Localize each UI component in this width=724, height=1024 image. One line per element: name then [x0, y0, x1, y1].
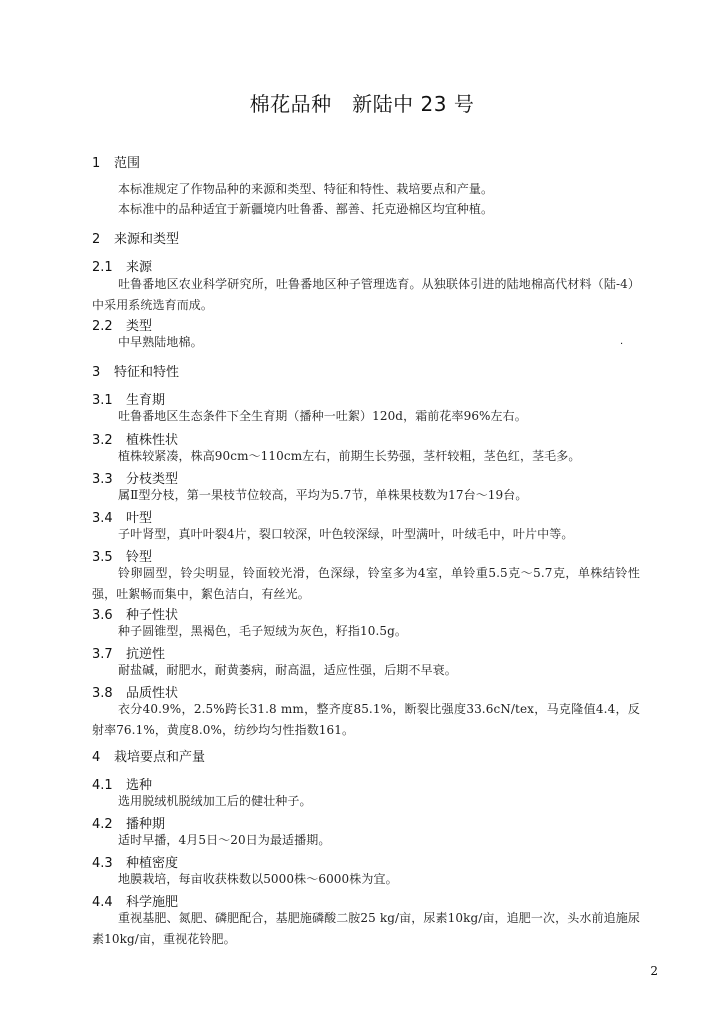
section-title: 范围: [114, 156, 141, 171]
paragraph: 种子圆锥型，黑褐色，毛子短绒为灰色，籽指10.5g。: [118, 624, 408, 638]
paragraph: 吐鲁番地区农业科学研究所，吐鲁番地区种子管理选育。从独联体引进的陆地棉高代材料（陆-4）中采用系统选育而成。: [92, 277, 640, 312]
section-heading-1: [92, 152, 140, 171]
subsection-number: 3.2: [92, 433, 113, 448]
subsection-number: 3.1: [92, 393, 113, 408]
paragraph: 适时早播，4月5日～20日为最适播期。: [118, 833, 331, 847]
subsection-heading-2-1: [92, 256, 152, 275]
section-title: 栽培要点和产量: [114, 750, 206, 765]
paragraph: 衣分40.9%，2.5%跨长31.8 mm，整齐度85.1%，断裂比强度33.6cN/tex，马克隆值4.4，反射率76.1%，黄度8.0%，纺纱均匀性指数161。: [92, 702, 640, 737]
page-number: 2: [650, 964, 658, 978]
subsection-number: 3.5: [92, 550, 113, 565]
section-number: 1: [92, 156, 101, 171]
subsection-number: 4.2: [92, 817, 113, 832]
subsection-number: 3.7: [92, 647, 113, 662]
paragraph: 吐鲁番地区生态条件下全生育期（播种一吐絮）120d，霜前花率96%左右。: [118, 409, 527, 423]
stray-dot: .: [620, 336, 624, 347]
subsection-number: 4.1: [92, 778, 113, 793]
paragraph: 中早熟陆地棉。: [118, 335, 203, 349]
section-heading-2: [92, 228, 179, 247]
paragraph: 耐盐碱，耐肥水，耐黄萎病，耐高温，适应性强，后期不早衰。: [118, 663, 457, 677]
subsection-title: 播种期: [126, 817, 166, 832]
section-number: 4: [92, 750, 101, 765]
subsection-title: 科学施肥: [126, 895, 179, 910]
subsection-number: 4.4: [92, 895, 113, 910]
subsection-number: 2.1: [92, 260, 113, 275]
section-heading-3: [92, 361, 179, 380]
subsection-title: 种子性状: [126, 608, 179, 623]
section-number: 3: [92, 365, 101, 380]
paragraph: 铃卵圆型，铃尖明显，铃面较光滑，色深绿，铃室多为4室，单铃重5.5克～5.7克，单株结铃性强，吐絮畅而集中，絮色洁白，有丝光。: [92, 566, 640, 601]
page-title: 棉花品种 新陆中 23 号: [249, 92, 475, 116]
paragraph: 植株较紧凑，株高90cm～110cm左右，前期生长势强，茎杆较粗，茎色红，茎毛多。: [118, 449, 581, 463]
paragraph: 选用脱绒机脱绒加工后的健壮种子。: [118, 794, 312, 808]
subsection-number: 2.2: [92, 319, 113, 334]
subsection-title: 抗逆性: [126, 647, 166, 662]
paragraph: 子叶肾型，真叶叶裂4片，裂口较深，叶色较深绿，叶型满叶，叶绒毛中，叶片中等。: [118, 527, 574, 541]
subsection-title: 品质性状: [126, 686, 179, 701]
subsection-number: 4.3: [92, 856, 113, 871]
subsection-title: 类型: [126, 319, 153, 334]
subsection-number: 3.6: [92, 608, 113, 623]
paragraph: 地膜栽培，每亩收获株数以5000株～6000株为宜。: [118, 872, 398, 886]
paragraph: 属Ⅱ型分枝，第一果枝节位较高，平均为5.7节，单株果枝数为17台～19台。: [118, 488, 528, 502]
subsection-title: 铃型: [126, 550, 153, 565]
section-title: 特征和特性: [114, 365, 180, 380]
subsection-title: 来源: [126, 260, 153, 275]
subsection-title: 叶型: [126, 511, 153, 526]
subsection-title: 分枝类型: [126, 472, 179, 487]
section-title: 来源和类型: [114, 232, 180, 247]
subsection-title: 选种: [126, 778, 153, 793]
paragraph: 本标准规定了作物品种的来源和类型、特征和特性、栽培要点和产量。: [118, 182, 494, 196]
subsection-number: 3.4: [92, 511, 113, 526]
paragraph: 重视基肥、氮肥、磷肥配合，基肥施磷酸二胺25 kg/亩，尿素10kg/亩，追肥一次，头水前追施尿素10kg/亩，重视花铃肥。: [92, 911, 640, 946]
section-heading-4: [92, 746, 205, 765]
section-number: 2: [92, 232, 101, 247]
subsection-title: 种植密度: [126, 856, 179, 871]
subsection-title: 植株性状: [126, 433, 179, 448]
subsection-title: 生育期: [126, 393, 166, 408]
subsection-number: 3.8: [92, 686, 113, 701]
subsection-number: 3.3: [92, 472, 113, 487]
paragraph: 本标准中的品种适宜于新疆境内吐鲁番、鄯善、托克逊棉区均宜种植。: [118, 202, 494, 216]
